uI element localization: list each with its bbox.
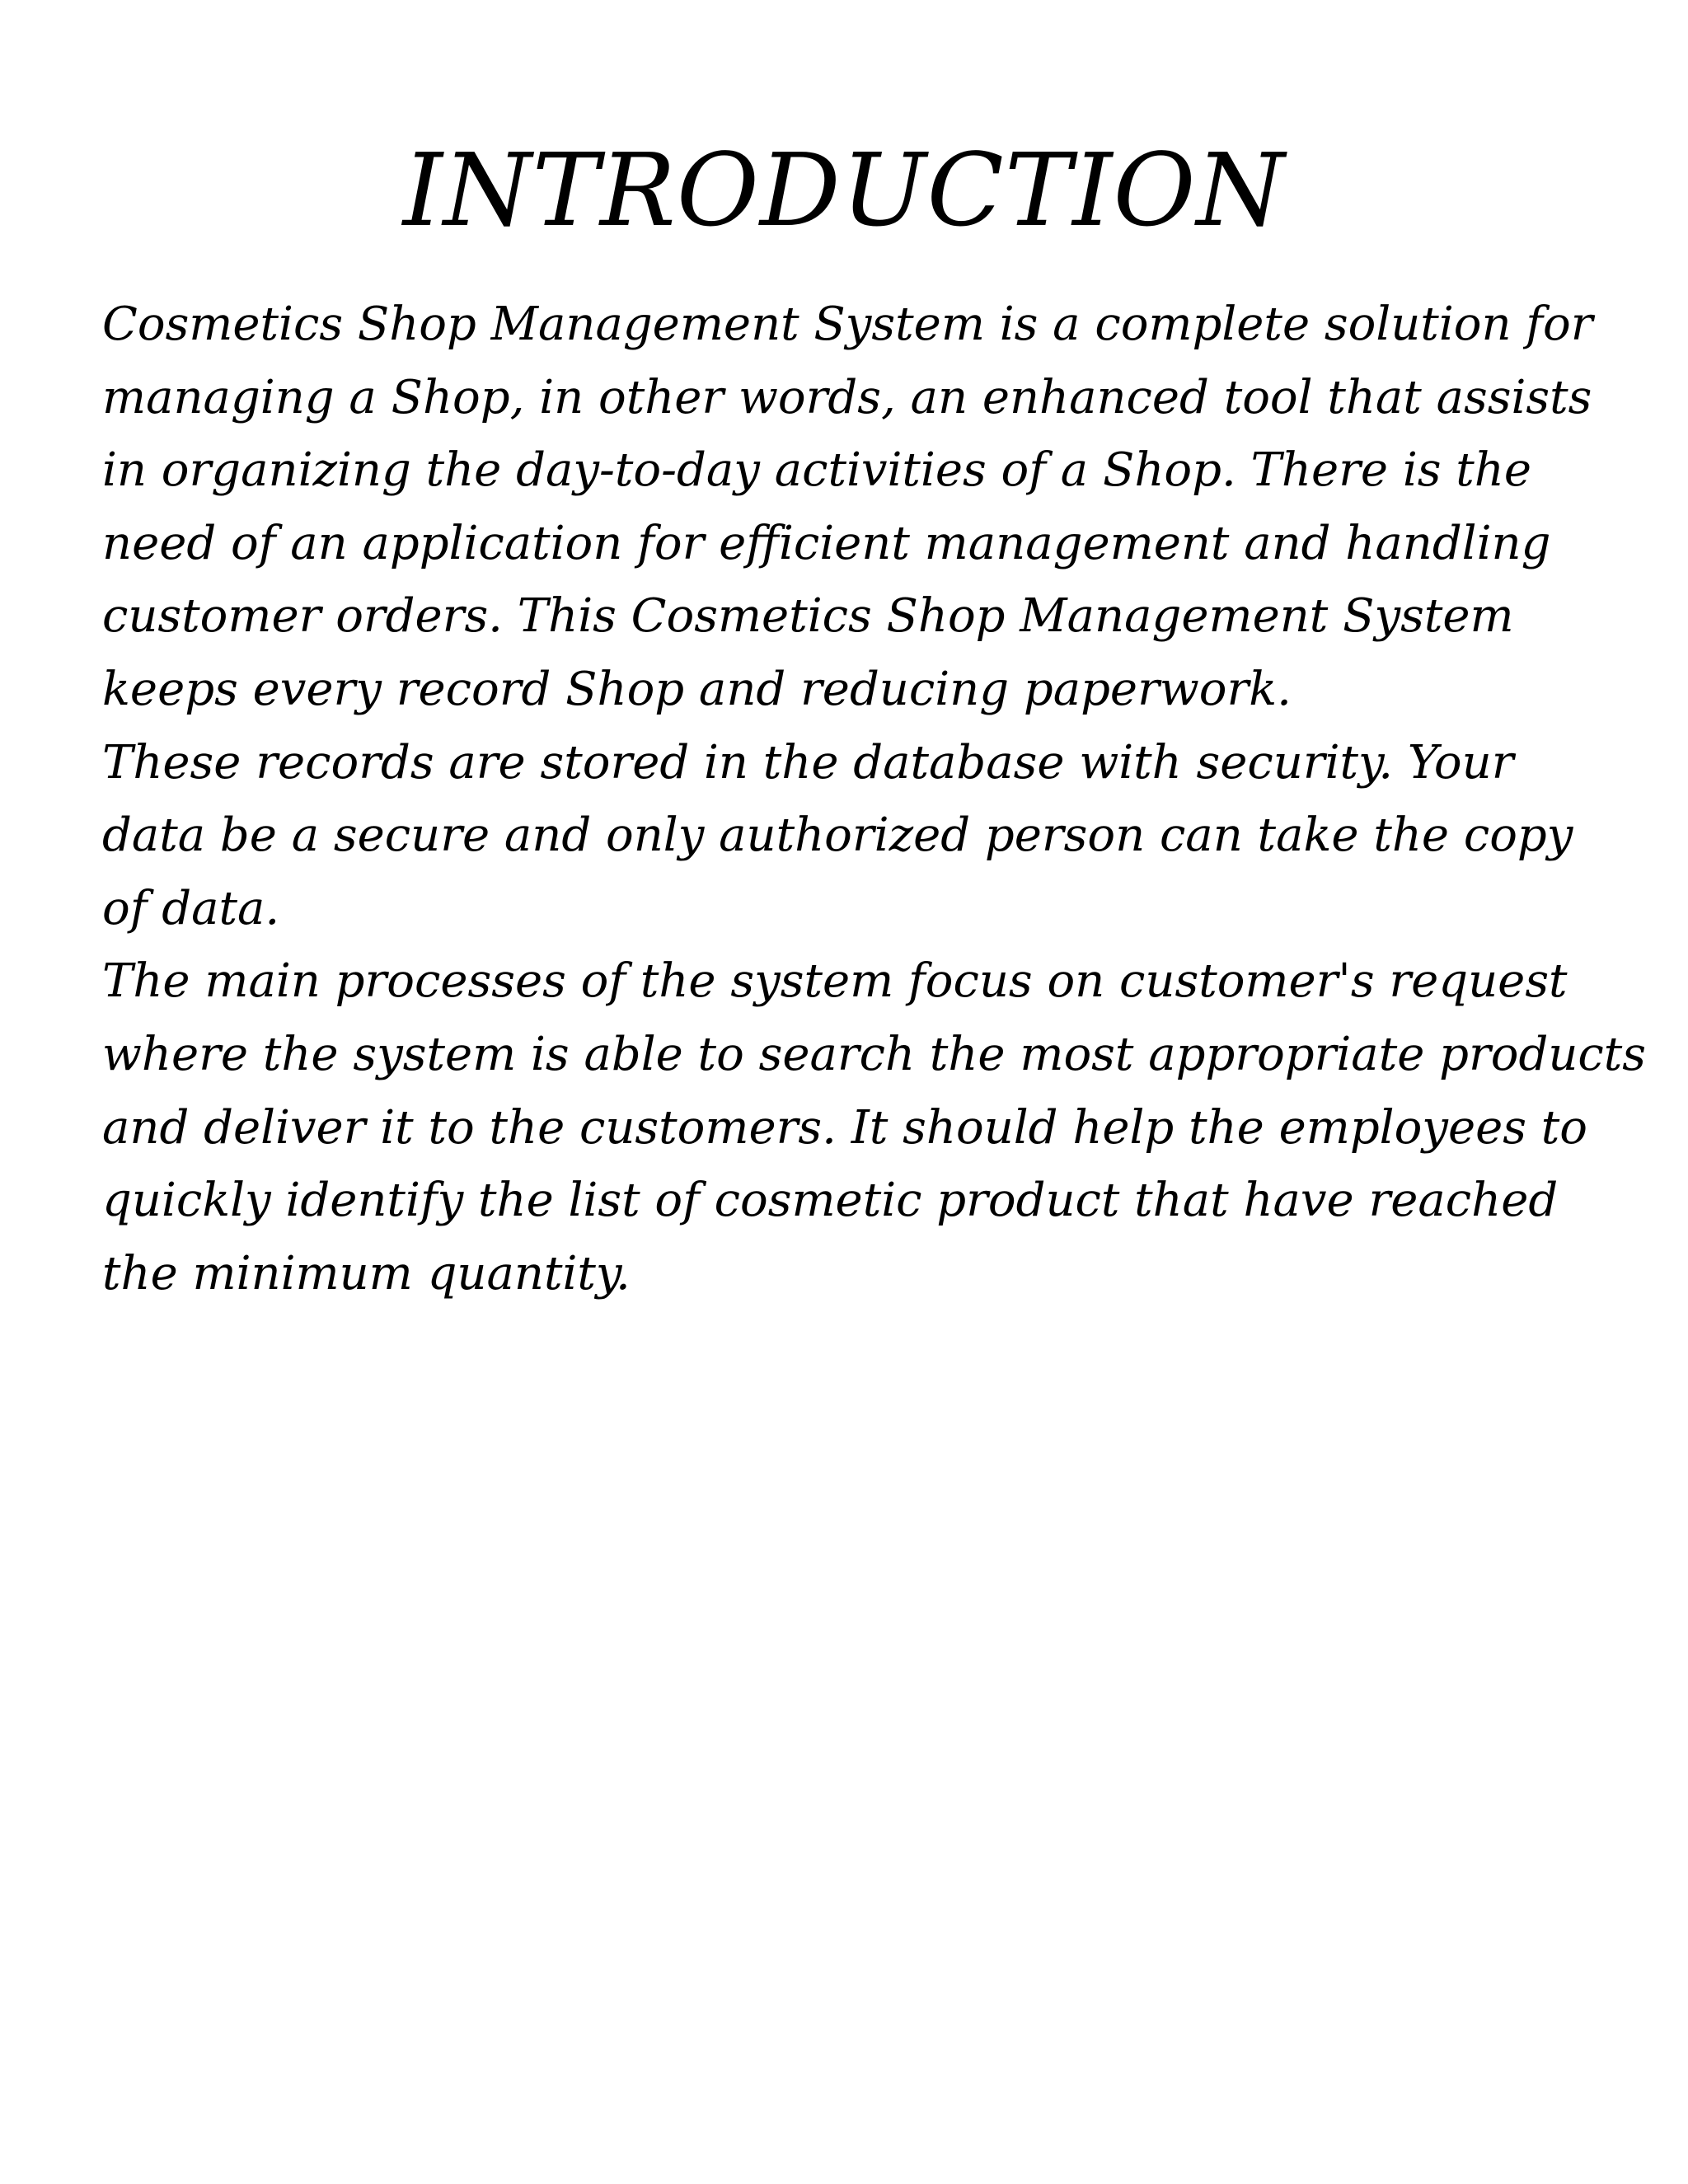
paragraph-line: where the system is able to search the most appropriate products (102, 1027, 1646, 1081)
paragraph-line: in organizing the day-to-day activities of a Shop. There is the (102, 443, 1531, 498)
introduction-body (102, 288, 1646, 1310)
paragraph-line: the minimum quantity. (102, 1246, 631, 1301)
paragraph-line: of data. (102, 881, 280, 935)
paragraph-line: Cosmetics Shop Management System is a complete solution for (102, 298, 1593, 351)
paragraph-line: quickly identify the list of cosmetic product that have reached (102, 1174, 1559, 1228)
paragraph-line: need of an application for efficient management and handling (102, 516, 1551, 570)
paragraph-line: The main processes of the system focus on customer's request (102, 954, 1568, 1009)
paragraph-line: data be a secure and only authorized person can take the copy (102, 808, 1573, 863)
paragraph-line: managing a Shop, in other words, an enhanced tool that assists (102, 370, 1592, 424)
page-title: INTRODUCTION (402, 132, 1286, 249)
paragraph-line: keeps every record Shop and reducing paperwork. (102, 662, 1292, 716)
paragraph-line: These records are stored in the database with security. Your (102, 735, 1514, 790)
paragraph-line: customer orders. This Cosmetics Shop Management System (102, 589, 1514, 644)
paragraph-line: and deliver it to the customers. It should help the employees to (102, 1100, 1587, 1155)
